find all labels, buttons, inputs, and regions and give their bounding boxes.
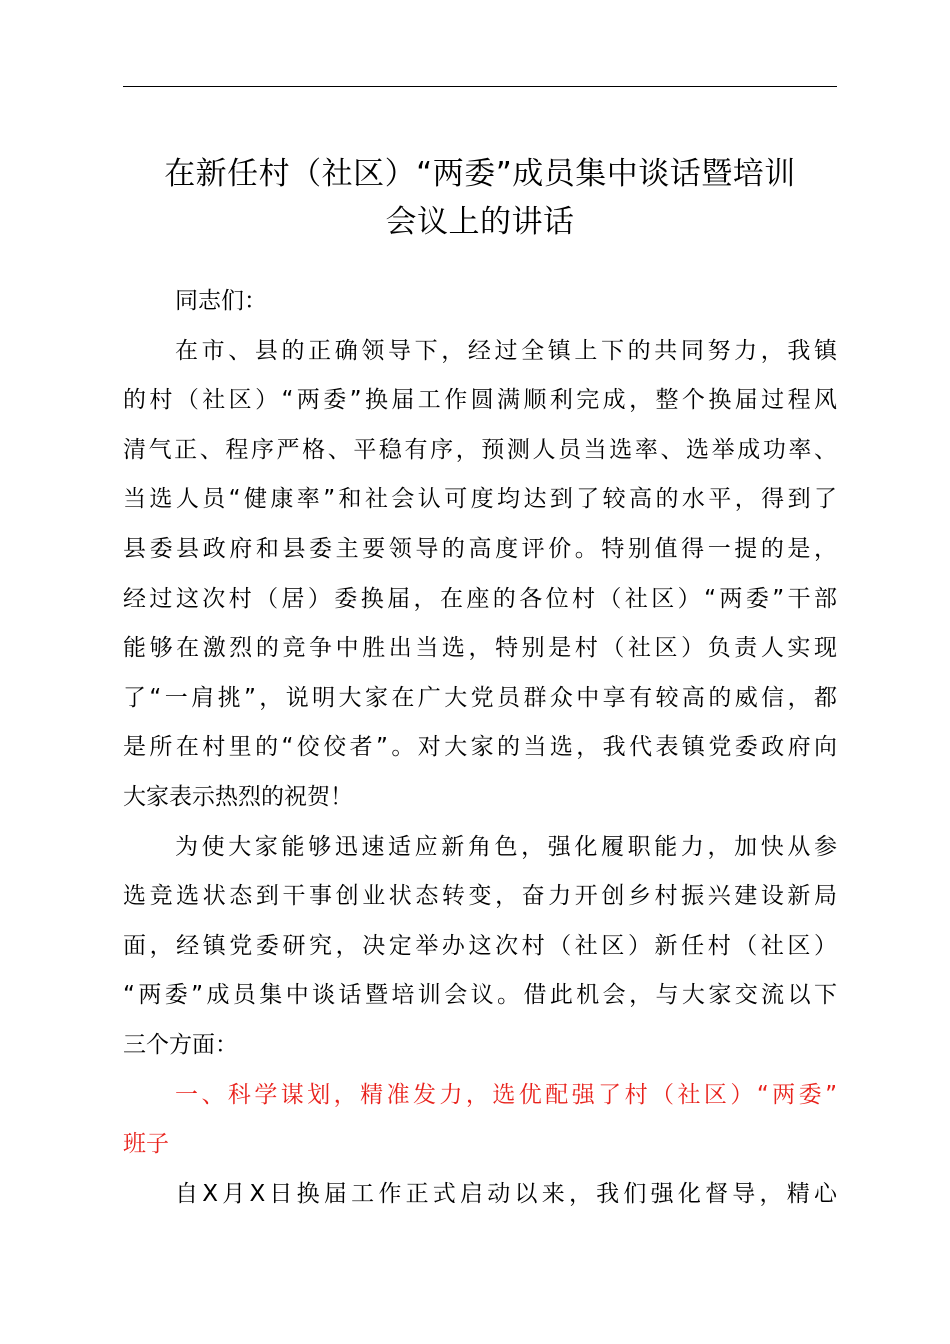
section-1-heading-line: 一、科学谋划，精准发力，选优配强了村（社区）“两委” xyxy=(175,1081,837,1108)
paragraph-2-line: “两委”成员集中谈话暨培训会议。借此机会，与大家交流以下 xyxy=(123,982,837,1009)
paragraph-1-line: 能够在激烈的竞争中胜出当选，特别是村（社区）负责人实现 xyxy=(123,635,837,662)
paragraph-2-line: 选竞选状态到干事创业状态转变，奋力开创乡村振兴建设新局 xyxy=(123,883,837,910)
paragraph-2 xyxy=(123,823,837,1071)
title-line-2: 会议上的讲话 xyxy=(385,204,575,240)
paragraph-3 xyxy=(123,1170,837,1220)
paragraph-1-line: 清气正、程序严格、平稳有序，预测人员当选率、选举成功率、 xyxy=(123,436,837,463)
paragraph-1 xyxy=(123,327,837,823)
paragraph-1-line: 的村（社区）“两委”换届工作圆满顺利完成，整个换届过程风 xyxy=(123,387,837,414)
paragraph-1-line: 当选人员“健康率”和社会认可度均达到了较高的水平，得到了 xyxy=(123,486,837,513)
paragraph-1-line: 是所在村里的“佼佼者”。对大家的当选，我代表镇党委政府向 xyxy=(123,734,837,761)
paragraph-2-line: 三个方面： xyxy=(123,1031,238,1058)
paragraph-2-line: 为使大家能够迅速适应新角色，强化履职能力，加快从参 xyxy=(175,833,837,860)
paragraph-3-line: 自X月X日换届工作正式启动以来，我们强化督导，精心 xyxy=(175,1180,837,1207)
paragraph-1-line: 大家表示热烈的祝贺！ xyxy=(123,783,353,810)
paragraph-1-line: 在市、县的正确领导下，经过全镇上下的共同努力，我镇 xyxy=(175,337,837,364)
paragraph-2-line: 面，经镇党委研究，决定举办这次村（社区）新任村（社区） xyxy=(123,932,837,959)
section-1-heading-line: 班子 xyxy=(123,1131,169,1158)
header-rule xyxy=(123,86,837,87)
section-1-heading xyxy=(123,1071,837,1170)
paragraph-1-line: 县委县政府和县委主要领导的高度评价。特别值得一提的是， xyxy=(123,535,837,562)
title-line-1: 在新任村（社区）“两委”成员集中谈话暨培训 xyxy=(164,156,796,192)
salutation: 同志们： xyxy=(175,288,267,314)
paragraph-1-line: 了“一肩挑”，说明大家在广大党员群众中享有较高的威信，都 xyxy=(123,684,837,711)
document-title xyxy=(112,150,848,246)
paragraph-1-line: 经过这次村（居）委换届，在座的各位村（社区）“两委”干部 xyxy=(123,585,837,612)
document-body xyxy=(123,277,837,1219)
